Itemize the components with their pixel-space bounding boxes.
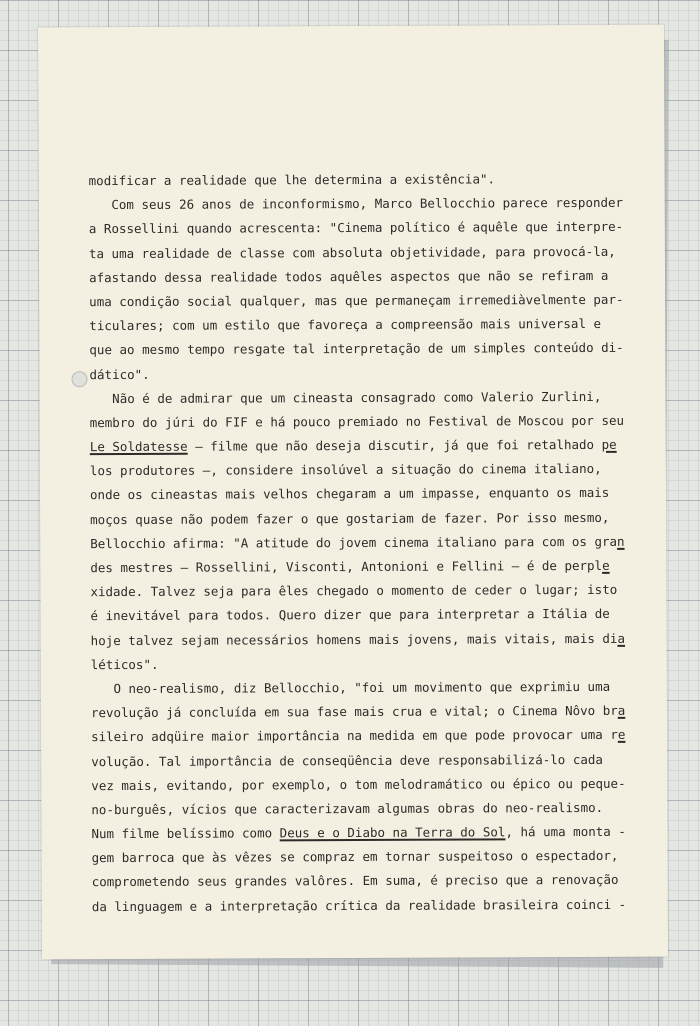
text-line: Num filme belíssimo como Deus e o Diabo na Terra do Sol, há uma monta - (91, 823, 626, 842)
text-line: xidade. Talvez seja para êles chegado o momento de ceder o lugar; isto (90, 582, 618, 600)
text-line: O neo-realismo, diz Bellocchio, "foi um movimento que exprimiu uma (90, 678, 611, 697)
underlined-text: Deus e o Diabo na Terra do Sol (279, 824, 506, 841)
text-line: que ao mesmo tempo resgate tal interpretação de um simples conteúdo di- (89, 340, 624, 358)
text-line: onde os cineastas mais velhos chegaram a um impasse, enquanto os mais (89, 485, 610, 503)
text-line: Le Soldatesse — filme que não deseja discutir, já que foi retalhado pe (89, 436, 617, 455)
text-line: ta uma realidade de classe com absoluta objetividade, para provocá-la, (88, 243, 616, 261)
text-line: los produtores —, considere insolúvel a situação do cinema italiano, (89, 461, 602, 479)
page-body (89, 167, 652, 919)
underlined-text: pe (601, 436, 617, 452)
punch-hole (71, 371, 87, 387)
text-line: léticos". (90, 656, 159, 672)
underlined-text: a (617, 630, 625, 646)
text-line: é inevitável para todos. Quero dizer que para interpretar a Itália de (90, 606, 610, 624)
text-line: uma condição social qualquer, mas que permaneçam irremediàvelmente par- (89, 291, 624, 310)
text-line: a Rossellini quando acrescenta: "Cinema político é aquêle que interpre- (88, 219, 624, 237)
text-line: dático". (89, 366, 150, 382)
text-line: Bellocchio afirma: "A atitude do jovem cinema italiano para com os gran (90, 533, 625, 551)
text-line: comprometendo seus grandes valôres. Em suma, é preciso que a renovação (91, 872, 619, 890)
text-line: ticulares; com um estilo que favoreça a compreensão mais universal e (89, 316, 602, 334)
text-line: da linguagem e a interpretação crítica da realidade brasileira coinci - (91, 896, 627, 914)
text-line: afastando dessa realidade todos aquêles aspectos que não se refiram a (89, 267, 609, 285)
text-line: des mestres — Rossellini, Visconti, Antonioni e Fellini — é de perple (90, 557, 610, 576)
text-line: vez mais, evitando, por exemplo, o tom melodramático ou épico ou peque- (91, 775, 626, 793)
text-line: sileiro adqüire maior importância na medida em que pode provocar uma re (91, 727, 626, 745)
text-line: modificar a realidade que lhe determina a existência". (88, 171, 496, 189)
text-line: membro do júri do FIF e há pouco premiado no Festival de Moscou por seu (89, 412, 625, 431)
text-line: Com seus 26 anos de inconformismo, Marco Bellocchio parece responder (88, 195, 624, 213)
underlined-text: e (602, 557, 610, 573)
text-line: hoje talvez sejam necessários homens mais jovens, mais vitais, mais dia (90, 630, 625, 648)
text-line: gem barroca que às vêzes se compraz em tornar suspeitoso o espectador, (91, 848, 619, 866)
underlined-text: n (616, 533, 625, 549)
underlined-text: a (617, 702, 626, 718)
typewritten-page (38, 25, 668, 960)
text-line: moços quase não podem fazer o que gostariam de fazer. Por isso mesmo, (90, 509, 610, 527)
underlined-text: e (617, 727, 626, 743)
text-line: Não é de admirar que um cineasta consagrado como Valerio Zurlini, (89, 388, 602, 406)
text-line: volução. Tal importância de conseqüência deve responsabilizá-lo cada (91, 751, 603, 769)
underlined-text: Le Soldatesse (89, 438, 188, 455)
text-line: no-burguês, vícios que caracterizavam algumas obras do neo-realismo. (91, 799, 604, 818)
text-line: revolução já concluída em sua fase mais crua e vital; o Cinema Nôvo bra (90, 702, 626, 721)
